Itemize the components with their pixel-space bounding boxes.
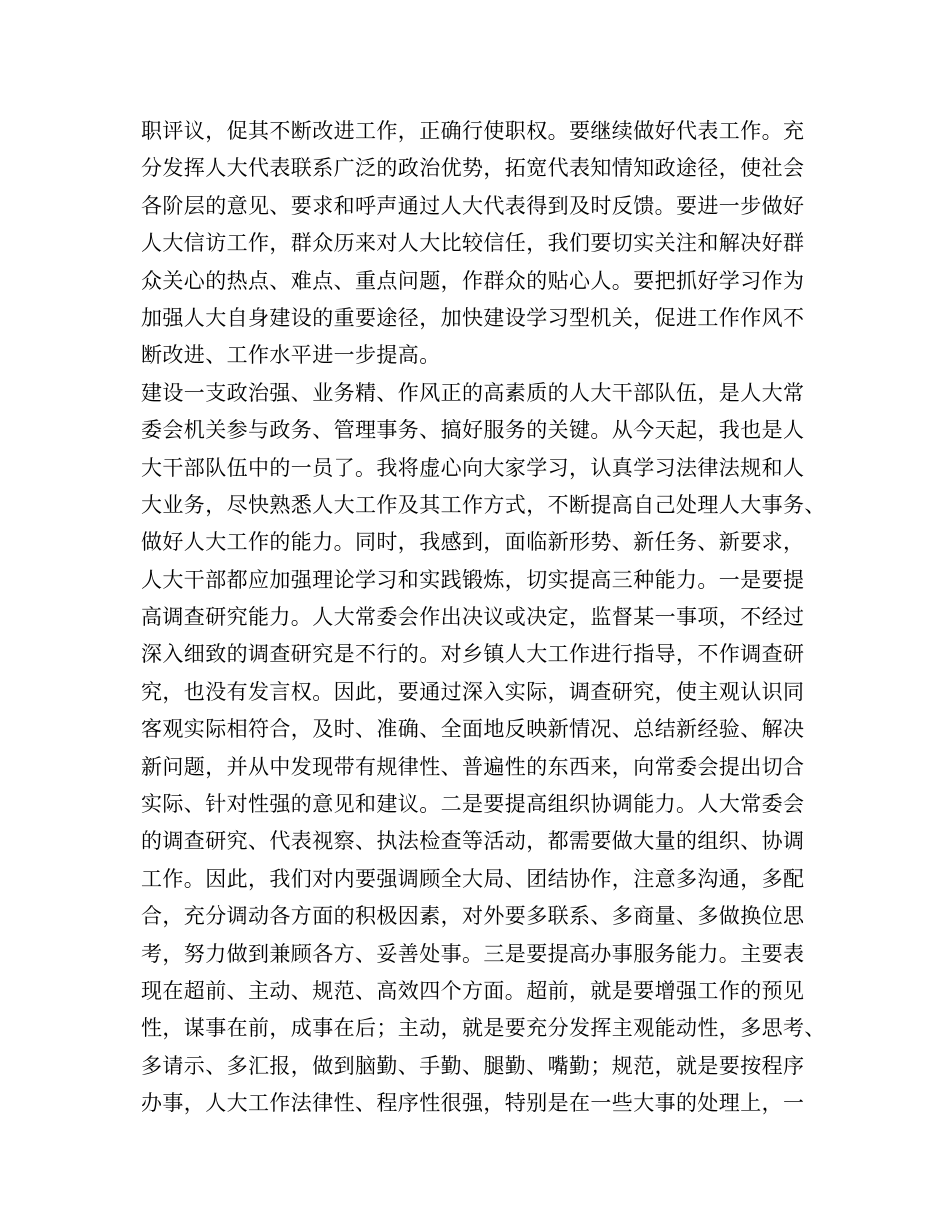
text-line: 加强人大自身建设的重要途径，加快建设学习型机关，促进工作作风不: [141, 305, 805, 330]
text-line: 工作。因此，我们对内要强调顾全大局、团结协作，注意多沟通，多配: [141, 866, 805, 891]
body-text: [141, 113, 826, 1123]
text-line: 分发挥人大代表联系广泛的政治优势，拓宽代表知情知政途径，使社会: [141, 156, 805, 181]
text-line: 多请示、多汇报，做到脑勤、手勤、腿勤、嘴勤；规范，就是要按程序: [141, 1053, 805, 1078]
text-line: 深入细致的调查研究是不行的。对乡镇人大工作进行指导，不作调查研: [141, 642, 805, 667]
text-line: 办事，人大工作法律性、程序性很强，特别是在一些大事的处理上，一: [141, 1091, 805, 1116]
text-line: 职评议，促其不断改进工作，正确行使职权。要继续做好代表工作。充: [141, 119, 805, 143]
text-line: 究，也没有发言权。因此，要通过深入实际，调查研究，使主观认识同: [141, 679, 805, 704]
text-line: 高调查研究能力。人大常委会作出决议或决定，监督某一事项，不经过: [141, 605, 805, 630]
text-line: 的调查研究、代表视察、执法检查等活动，都需要做大量的组织、协调: [141, 829, 805, 854]
text-line: 现在超前、主动、规范、高效四个方面。超前，就是要增强工作的预见: [141, 978, 805, 1003]
text-line: 建设一支政治强、业务精、作风正的高素质的人大干部队伍，是人大常: [141, 380, 805, 405]
text-line: 新问题，并从中发现带有规律性、普遍性的东西来，向常委会提出切合: [141, 754, 805, 779]
text-line: 断改进、工作水平进一步提高。: [141, 343, 441, 368]
text-line: 实际、针对性强的意见和建议。二是要提高组织协调能力。人大常委会: [141, 792, 805, 817]
text-line: 考，努力做到兼顾各方、妥善处事。三是要提高办事服务能力。主要表: [141, 941, 805, 966]
text-line: 众关心的热点、难点、重点问题，作群众的贴心人。要把抓好学习作为: [141, 268, 805, 293]
text-line: 客观实际相符合，及时、准确、全面地反映新情况、总结新经验、解决: [141, 717, 805, 742]
text-line: 性，谋事在前，成事在后；主动，就是要充分发挥主观能动性，多思考、: [141, 1016, 826, 1041]
text-line: 做好人大工作的能力。同时，我感到，面临新形势、新任务、新要求，: [141, 530, 805, 555]
text-line: 合，充分调动各方面的积极因素，对外要多联系、多商量、多做换位思: [141, 904, 805, 929]
text-line: 大业务，尽快熟悉人大工作及其工作方式，不断提高自己处理人大事务、: [141, 492, 826, 517]
text-line: 人大干部都应加强理论学习和实践锻炼，切实提高三种能力。一是要提: [141, 567, 805, 592]
text-line: 委会机关参与政务、管理事务、搞好服务的关键。从今天起，我也是人: [141, 418, 805, 443]
text-line: 各阶层的意见、要求和呼声通过人大代表得到及时反馈。要进一步做好: [141, 193, 805, 218]
text-line: 大干部队伍中的一员了。我将虚心向大家学习，认真学习法律法规和人: [141, 455, 805, 480]
text-line: 人大信访工作，群众历来对人大比较信任，我们要切实关注和解决好群: [141, 231, 805, 256]
